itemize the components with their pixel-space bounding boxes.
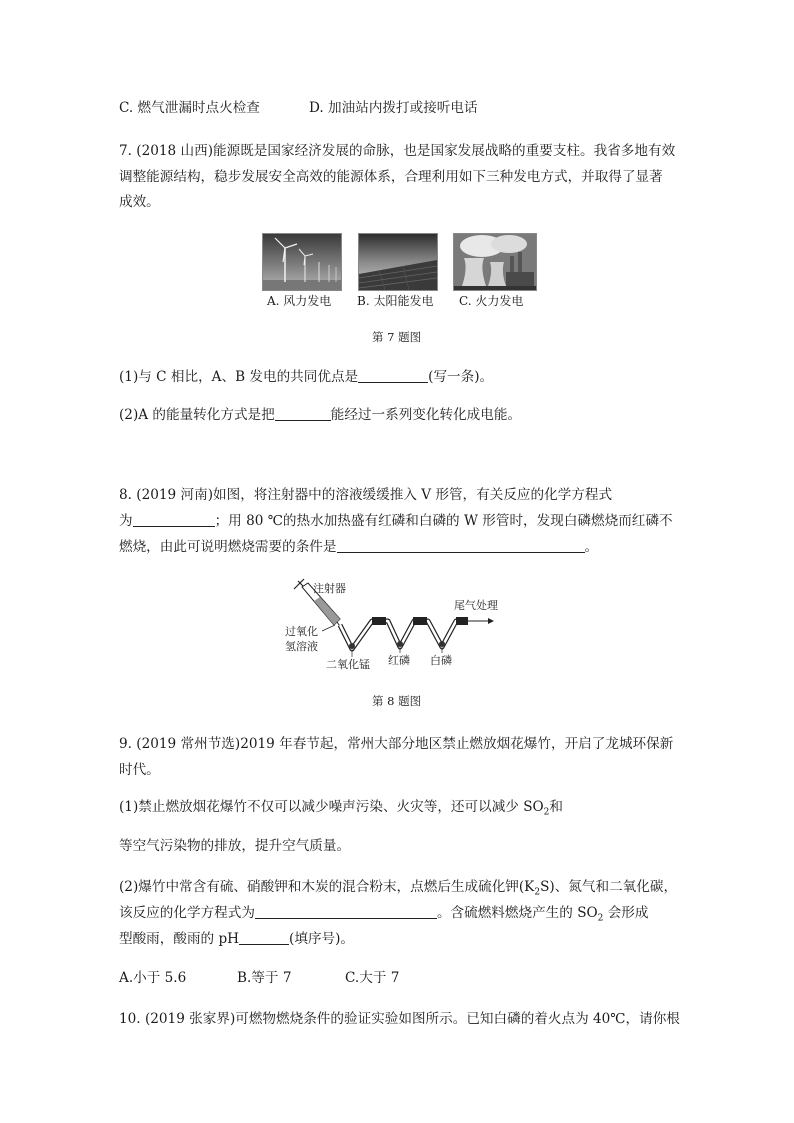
q9-option-b[interactable]: B.等于 7 xyxy=(237,970,292,986)
q7-sub-2-text: (2)A 的能量转化方式是把 xyxy=(119,407,275,423)
q7-sub-2 xyxy=(119,406,521,424)
q8-line-3-text: 燃烧，由此可说明燃烧需要的条件是 xyxy=(119,539,337,555)
q9-sub-1-tail: 和 xyxy=(549,799,563,815)
q7-line-2: 调整能源结构，稳步发展安全高效的能源体系，合理利用如下三种发电方式，并取得了显著 xyxy=(119,169,663,185)
q9-sub-2-line-2 xyxy=(119,904,649,928)
q9-options xyxy=(119,969,400,987)
tube-connector xyxy=(456,617,468,625)
label-red-p: 红磷 xyxy=(388,654,410,667)
q9-sub-2-subscript: 2 xyxy=(534,887,541,898)
image-caption-b: B. 太阳能发电 xyxy=(357,294,434,308)
q9-equation-blank[interactable] xyxy=(255,904,437,919)
arrow-right-icon xyxy=(488,618,494,624)
mno2-powder xyxy=(349,643,355,649)
q9-sub-2-tail: S)、氮气和二氧化碳， xyxy=(540,879,678,895)
q9-line-1: 9. (2019 常州节选)2019 年春节起，常州大部分地区禁止燃放烟花爆竹，开启了龙城环保新 xyxy=(119,736,674,752)
label-white-p: 白磷 xyxy=(430,654,452,667)
q6-option-d: D. 加油站内拨打或接听电话 xyxy=(309,100,478,116)
q7-sub-1-text: (1)与 C 相比，A、B 发电的共同优点是 xyxy=(119,369,359,385)
q8-condition-blank[interactable] xyxy=(337,538,585,553)
q6-option-c: C. 燃气泄漏时点火检查 xyxy=(119,100,260,116)
q7-answer-blank-1[interactable] xyxy=(358,368,428,383)
q7-answer-blank-2[interactable] xyxy=(275,406,331,421)
label-exhaust: 尾气处理 xyxy=(454,599,498,612)
label-mno2: 二氧化锰 xyxy=(326,658,370,671)
q8-line-3 xyxy=(119,538,598,556)
q9-ph-blank[interactable] xyxy=(239,930,289,945)
q9-sub-2-line-1 xyxy=(119,878,677,902)
q7-line-1: 7. (2018 山西)能源既是国家经济发展的命脉，也是国家发展战略的重要支柱。我省多地有效 xyxy=(119,143,676,159)
figure-caption-8: 第 8 题图 xyxy=(372,694,422,708)
solar-power-photo xyxy=(358,233,438,291)
q8-apparatus-diagram xyxy=(280,575,520,675)
q9-option-c[interactable]: C.大于 7 xyxy=(345,970,400,986)
q9-sub-2-line-3 xyxy=(119,930,354,948)
q9-sub-2-text: (2)爆竹中常含有硫、硝酸钾和木炭的混合粉末，点燃后生成硫化钾(K xyxy=(119,879,535,895)
q8-line-1: 8. (2019 河南)如图，将注射器中的溶液缓缓推入 V 形管，有关反应的化学方程式 xyxy=(119,487,613,503)
q9-sub-2-line-2-tail: 会形成 xyxy=(603,905,649,921)
tube-connector xyxy=(372,617,386,625)
q8-line-2-text: 为 xyxy=(119,513,133,529)
q7-sub-1-tail: (写一条)。 xyxy=(428,369,494,385)
red-phosphorus xyxy=(397,641,403,647)
label-syringe: 注射器 xyxy=(313,582,346,595)
q9-sub-1-line-2: 等空气污染物的排放，提升空气质量。 xyxy=(119,838,351,854)
q7-line-3: 成效。 xyxy=(119,194,160,210)
q9-line-2: 时代。 xyxy=(119,762,160,778)
thermal-power-photo xyxy=(453,233,537,291)
q9-sub-2-line-3-text: 型酸雨，酸雨的 pH xyxy=(119,931,240,947)
wind-power-photo xyxy=(262,233,342,291)
image-caption-c: C. 火力发电 xyxy=(459,294,524,308)
q9-option-a[interactable]: A.小于 5.6 xyxy=(119,970,187,986)
q8-line-2-tail: ；用 80 ℃的热水加热盛有红磷和白磷的 W 形管时，发现白磷燃烧而红磷不 xyxy=(214,513,673,529)
image-caption-a: A. 风力发电 xyxy=(267,294,332,308)
q9-sub-1-text: (1)禁止燃放烟花爆竹不仅可以减少噪声污染、火灾等，还可以减少 SO xyxy=(119,799,544,815)
q9-sub-1 xyxy=(119,798,563,822)
tube-connector xyxy=(413,617,427,625)
q9-sub-2-line-2-mid: 。含硫燃料燃烧产生的 SO xyxy=(436,905,598,921)
q7-sub-1 xyxy=(119,368,493,386)
q9-sub-1-subscript: 2 xyxy=(543,807,550,818)
white-phosphorus xyxy=(439,641,445,647)
figure-caption-7: 第 7 题图 xyxy=(372,330,422,344)
q8-line-2 xyxy=(119,512,673,530)
q9-sub-2-line-2-subscript: 2 xyxy=(597,913,604,924)
q6-options xyxy=(119,99,478,117)
q8-equation-blank[interactable] xyxy=(133,512,215,527)
q9-sub-2-line-2-text: 该反应的化学方程式为 xyxy=(119,905,255,921)
label-peroxide-2: 氢溶液 xyxy=(285,640,318,653)
q10-line-1: 10. (2019 张家界)可燃物燃烧条件的验证实验如图所示。已知白磷的着火点为 40℃，请你根 xyxy=(119,1011,680,1027)
q8-line-3-tail: 。 xyxy=(584,539,599,555)
label-peroxide-1: 过氧化 xyxy=(285,625,318,638)
q7-sub-2-tail: 能经过一系列变化转化成电能。 xyxy=(330,407,522,423)
q9-sub-2-line-3-tail: (填序号)。 xyxy=(289,931,355,947)
